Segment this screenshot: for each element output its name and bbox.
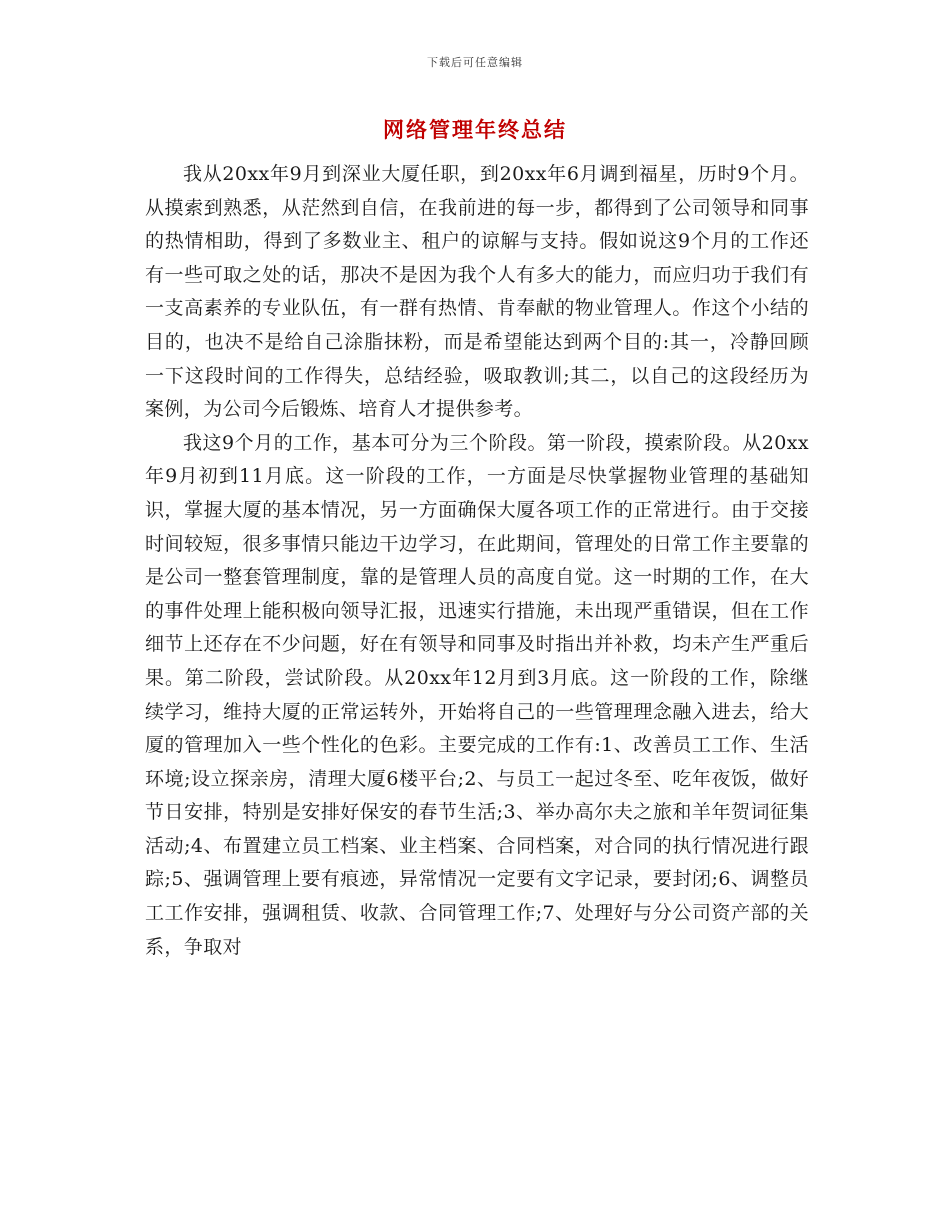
document-body bbox=[145, 158, 809, 964]
paragraph-2: 我这9个月的工作，基本可分为三个阶段。第一阶段，摸索阶段。从20xx年9月初到11月底。这一阶段的工作，一方面是尽快掌握物业管理的基础知识，掌握大厦的基本情况，另一方面确保大厦各项工作的正常进行。由于交接时间较短，很多事情只能边干边学习，在此期间，管理处的日常工作主要靠的是公司一整套管理制度，靠的是管理人员的高度自觉。这一时期的工作，在大的事件处理上能积极向领导汇报，迅速实行措施，未出现严重错误，但在工作细节上还存在不少问题，好在有领导和同事及时指出并补救，均未产生严重后果。第二阶段，尝试阶段。从20xx年12月到3月底。这一阶段的工作，除继续学习，维持大厦的正常运转外，开始将自己的一些管理理念融入进去，给大厦的管理加入一些个性化的色彩。主要完成的工作有:1、改善员工工作、生活环境;设立探亲房，清理大厦6楼平台;2、与员工一起过冬至、吃年夜饭，做好节日安排，特别是安排好保安的春节生活;3、举办高尔夫之旅和羊年贺词征集活动;4、布置建立员工档案、业主档案、合同档案，对合同的执行情况进行跟踪;5、强调管理上要有痕迹，异常情况一定要有文字记录，要封闭;6、调整员工工作安排，强调租赁、收款、合同管理工作;7、处理好与分公司资产部的关系，争取对 bbox=[145, 431, 809, 958]
page-header-note: 下载后可任意编辑 bbox=[427, 56, 523, 69]
document-title: 网络管理年终总结 bbox=[383, 117, 567, 142]
paragraph-1: 我从20xx年9月到深业大厦任职，到20xx年6月调到福星，历时9个月。从摸索到熟悉，从茫然到自信，在我前进的每一步，都得到了公司领导和同事的热情相助，得到了多数业主、租户的谅解与支持。假如说这9个月的工作还有一些可取之处的话，那决不是因为我个人有多大的能力，而应归功于我们有一支高素养的专业队伍，有一群有热情、肯奉献的物业管理人。作这个小结的目的，也决不是给自己涂脂抹粉，而是希望能达到两个目的:其一，冷静回顾一下这段时间的工作得失，总结经验，吸取教训;其二，以自己的这段经历为案例，为公司今后锻炼、培育人才提供参考。 bbox=[145, 163, 809, 421]
